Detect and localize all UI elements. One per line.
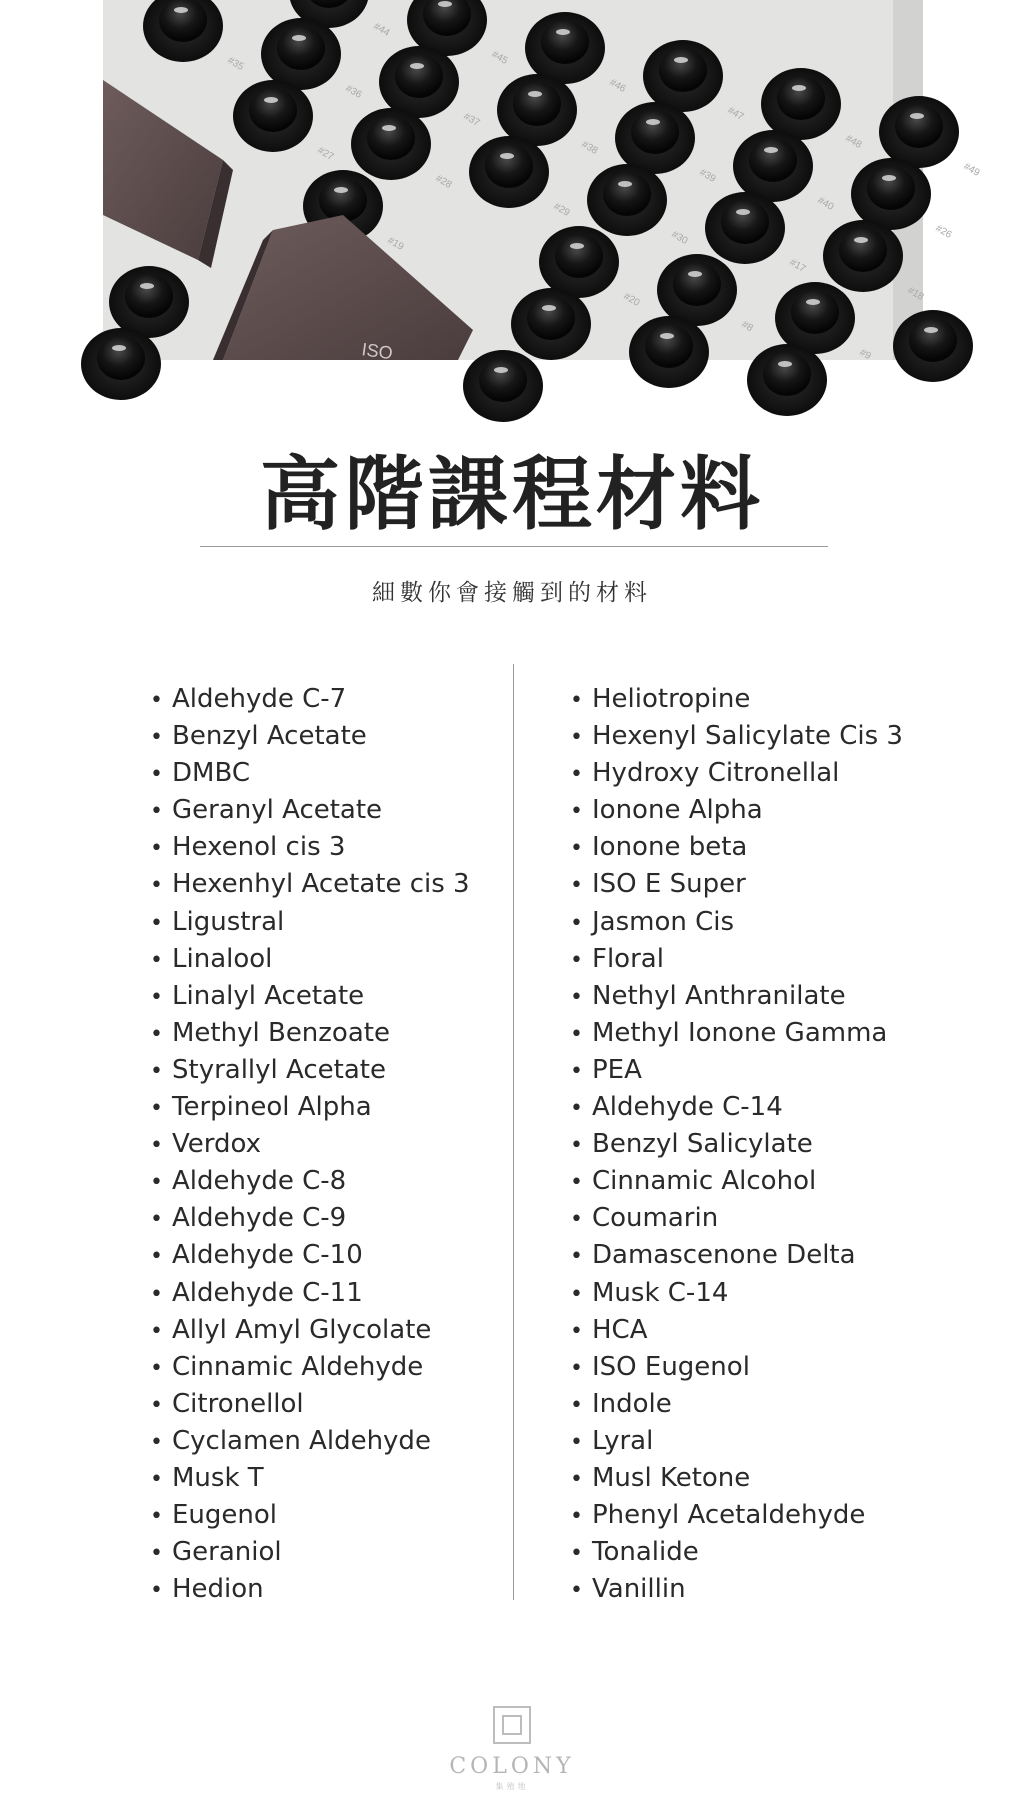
bullet-icon: • <box>570 1355 583 1381</box>
material-item <box>150 866 510 903</box>
material-item <box>150 1534 510 1571</box>
bullet-icon: • <box>150 799 163 825</box>
bottle-cap <box>643 40 723 112</box>
bottle-cap <box>511 288 591 360</box>
bullet-icon: • <box>570 873 583 899</box>
bottle-number-tag: #46 <box>607 77 628 95</box>
material-name: Eugenol <box>172 1500 278 1531</box>
material-name: Tonalide <box>592 1537 699 1568</box>
material-name: Cinnamic Alcohol <box>592 1166 817 1197</box>
material-name: ISO Eugenol <box>592 1351 750 1382</box>
material-item <box>150 904 510 941</box>
bullet-icon: • <box>570 910 583 936</box>
bottle-number-tag: #49 <box>961 161 982 179</box>
material-name: Jasmon Cis <box>592 906 735 937</box>
material-name: Terpineol Alpha <box>172 1092 372 1123</box>
bottle-number-tag: #18 <box>905 285 926 303</box>
bullet-icon: • <box>150 947 163 973</box>
material-item <box>570 1015 970 1052</box>
bullet-icon: • <box>570 1021 583 1047</box>
bottle-cap <box>879 96 959 168</box>
bottle-cap <box>705 192 785 264</box>
material-name: Coumarin <box>592 1203 719 1234</box>
material-item <box>150 1571 510 1608</box>
bullet-icon: • <box>150 1170 163 1196</box>
material-name: ISO E Super <box>592 869 746 900</box>
bottle-cap <box>469 136 549 208</box>
material-item <box>150 792 510 829</box>
bullet-icon: • <box>150 1281 163 1307</box>
bullet-icon: • <box>570 799 583 825</box>
bullet-icon: • <box>150 1504 163 1530</box>
material-name: Linalyl Acetate <box>172 980 365 1011</box>
material-item <box>150 1312 510 1349</box>
material-name: Verdox <box>172 1129 261 1160</box>
bottle-number-tag: #30 <box>669 229 690 247</box>
material-name: Methyl Benzoate <box>172 1017 390 1048</box>
perfume-bottle-tray-image <box>103 0 982 364</box>
material-item <box>570 941 970 978</box>
bullet-icon: • <box>570 688 583 713</box>
bottle-number-tag: #9 <box>857 347 873 363</box>
bullet-icon: • <box>150 725 163 751</box>
bottle-cap <box>761 68 841 140</box>
material-name: Geraniol <box>172 1537 282 1568</box>
bullet-icon: • <box>150 1021 163 1047</box>
bullet-icon: • <box>150 1578 163 1604</box>
bottle-number-tag: #38 <box>579 139 600 157</box>
material-item <box>570 978 970 1015</box>
bottle-number-tag: #17 <box>787 257 808 275</box>
material-item <box>570 1126 970 1163</box>
bottle-number-tag: #35 <box>225 55 246 73</box>
material-name: Nethyl Anthranilate <box>592 980 846 1011</box>
material-item <box>150 681 510 718</box>
bullet-icon: • <box>150 873 163 899</box>
bullet-icon: • <box>570 1207 583 1233</box>
material-item <box>150 718 510 755</box>
bullet-icon: • <box>570 1244 583 1270</box>
bottle-number-tag: #40 <box>815 195 836 213</box>
bottle-cap <box>733 130 813 202</box>
bottle-cap <box>379 46 459 118</box>
brand-subname: 集殖地 <box>495 1782 529 1791</box>
material-name: Musk T <box>172 1462 264 1493</box>
material-name: Hexenol cis 3 <box>172 832 346 863</box>
bottle-number-tag: #29 <box>551 201 572 219</box>
bottle-number-tag: #39 <box>697 167 718 185</box>
bullet-icon: • <box>570 1096 583 1122</box>
material-item <box>150 755 510 792</box>
material-name: Methyl Ionone Gamma <box>592 1017 888 1048</box>
material-item <box>150 1460 510 1497</box>
bottle-number-tag: #28 <box>433 173 454 191</box>
bottle-cap <box>525 12 605 84</box>
material-name: Vanillin <box>592 1574 686 1605</box>
material-name: Hexenhyl Acetate cis 3 <box>172 869 470 900</box>
material-name: HCA <box>592 1314 648 1345</box>
material-item <box>150 1052 510 1089</box>
bullet-icon: • <box>150 1429 163 1455</box>
bullet-icon: • <box>570 762 583 788</box>
bottle-number-tag: #36 <box>343 83 364 101</box>
bottle-number-tag: #44 <box>371 21 392 39</box>
bullet-icon: • <box>150 1133 163 1159</box>
bullet-icon: • <box>150 1207 163 1233</box>
page-subtitle: 細數你會接觸到的材料 <box>372 580 652 606</box>
material-name: Lyral <box>592 1425 654 1456</box>
material-item <box>570 792 970 829</box>
bullet-icon: • <box>570 1429 583 1455</box>
material-item <box>570 1200 970 1237</box>
bottle-cap <box>539 226 619 298</box>
bullet-icon: • <box>570 1281 583 1307</box>
colony-logo-icon <box>493 1706 531 1744</box>
material-name: Linalool <box>172 943 273 974</box>
bullet-icon: • <box>570 1504 583 1530</box>
bottle-number-tag: #19 <box>385 235 406 253</box>
bullet-icon: • <box>150 1096 163 1122</box>
material-item <box>150 1349 510 1386</box>
material-item <box>570 1237 970 1274</box>
material-item <box>570 1534 970 1571</box>
material-item <box>150 978 510 1015</box>
material-name: Benzyl Acetate <box>172 721 367 752</box>
material-name: Floral <box>592 943 664 974</box>
material-name: DMBC <box>172 758 250 789</box>
material-name: Damascenone Delta <box>592 1240 856 1271</box>
hero-photo <box>103 0 982 364</box>
material-item <box>570 1089 970 1126</box>
material-item <box>570 1460 970 1497</box>
material-name: Musk C-14 <box>592 1277 729 1308</box>
material-name: Hydroxy Citronellal <box>592 758 840 789</box>
bullet-icon: • <box>150 836 163 862</box>
material-item <box>570 904 970 941</box>
material-name: Musl Ketone <box>592 1462 751 1493</box>
material-item <box>570 1571 970 1608</box>
material-name: Ionone beta <box>592 832 748 863</box>
material-name: Ionone Alpha <box>592 795 763 826</box>
material-name: Styrallyl Acetate <box>172 1054 386 1085</box>
material-item <box>150 1015 510 1052</box>
material-item <box>570 1386 970 1423</box>
bottle-number-tag: #48 <box>843 133 864 151</box>
bottle-cap <box>893 310 973 382</box>
material-item <box>150 1386 510 1423</box>
bottle-cap <box>657 254 737 326</box>
material-item <box>570 1423 970 1460</box>
bullet-icon: • <box>150 1244 163 1270</box>
bottle-cap <box>823 220 903 292</box>
bullet-icon: • <box>150 762 163 788</box>
bullet-icon: • <box>570 1541 583 1567</box>
bottle-cap <box>851 158 931 230</box>
column-divider <box>513 664 514 1600</box>
box-label: ISO <box>360 339 394 364</box>
material-item <box>150 941 510 978</box>
material-name: Citronellol <box>172 1388 304 1419</box>
material-item <box>150 1126 510 1163</box>
material-item <box>150 829 510 866</box>
material-item <box>570 718 970 755</box>
bullet-icon: • <box>570 1466 583 1492</box>
bottle-number-tag: #37 <box>461 111 482 129</box>
material-item <box>150 1200 510 1237</box>
material-item <box>570 829 970 866</box>
material-item <box>570 681 970 718</box>
bullet-icon: • <box>570 1392 583 1418</box>
material-name: Aldehyde C-8 <box>172 1166 347 1197</box>
bullet-icon: • <box>150 984 163 1010</box>
brand-logo <box>0 1706 1024 1792</box>
material-item <box>150 1423 510 1460</box>
bullet-icon: • <box>150 1355 163 1381</box>
material-item <box>570 1497 970 1534</box>
title-divider <box>200 546 828 547</box>
material-name: Aldehyde C-14 <box>592 1092 783 1123</box>
bottle-cap <box>587 164 667 236</box>
bottle-cap <box>351 108 431 180</box>
bottle-number-tag: #8 <box>739 319 755 335</box>
bullet-icon: • <box>570 1578 583 1604</box>
material-item <box>150 1275 510 1312</box>
material-name: Allyl Amyl Glycolate <box>172 1314 432 1345</box>
bottle-cap <box>747 344 827 416</box>
material-name: Hedion <box>172 1574 264 1605</box>
bullet-icon: • <box>150 910 163 936</box>
bottle-cap <box>109 266 189 338</box>
bottle-cap <box>463 350 543 422</box>
material-name: Heliotropine <box>592 684 751 714</box>
bottle-number-tag: #45 <box>489 49 510 67</box>
bullet-icon: • <box>570 1318 583 1344</box>
material-name: PEA <box>592 1054 642 1085</box>
material-name: Geranyl Acetate <box>172 795 383 826</box>
bottle-cap <box>497 74 577 146</box>
material-name: Aldehyde C-9 <box>172 1203 347 1234</box>
bullet-icon: • <box>150 688 163 713</box>
bullet-icon: • <box>570 725 583 751</box>
material-name: Benzyl Salicylate <box>592 1129 813 1160</box>
material-item <box>570 1312 970 1349</box>
material-name: Aldehyde C-11 <box>172 1277 363 1308</box>
bullet-icon: • <box>570 1058 583 1084</box>
material-item <box>150 1237 510 1274</box>
bullet-icon: • <box>150 1058 163 1084</box>
bullet-icon: • <box>150 1318 163 1344</box>
material-name: Phenyl Acetaldehyde <box>592 1500 866 1531</box>
material-item <box>150 1163 510 1200</box>
brand-name: COLONY <box>449 1754 575 1779</box>
material-name: Cinnamic Aldehyde <box>172 1351 424 1382</box>
bullet-icon: • <box>570 947 583 973</box>
bottle-cap <box>775 282 855 354</box>
material-item <box>570 1275 970 1312</box>
material-name: Indole <box>592 1388 672 1419</box>
material-name: Cyclamen Aldehyde <box>172 1425 431 1456</box>
material-name: Aldehyde C-10 <box>172 1240 363 1271</box>
bullet-icon: • <box>570 1133 583 1159</box>
material-item <box>570 866 970 903</box>
page-title: 高階課程材料 <box>260 448 764 541</box>
material-name: Hexenyl Salicylate Cis 3 <box>592 721 903 752</box>
bullet-icon: • <box>150 1541 163 1567</box>
bottle-cap <box>629 316 709 388</box>
bottle-cap <box>615 102 695 174</box>
bottle-cap <box>233 80 313 152</box>
bullet-icon: • <box>150 1466 163 1492</box>
material-item <box>570 1349 970 1386</box>
bullet-icon: • <box>570 836 583 862</box>
material-item <box>570 755 970 792</box>
material-item <box>150 1497 510 1534</box>
bottle-number-tag: #20 <box>621 291 642 309</box>
bullet-icon: • <box>570 1170 583 1196</box>
material-name: Ligustral <box>172 906 285 937</box>
material-item <box>150 1089 510 1126</box>
material-item <box>570 1052 970 1089</box>
bottle-cap <box>261 18 341 90</box>
bullet-icon: • <box>150 1392 163 1418</box>
material-name: Aldehyde C-7 <box>172 684 347 714</box>
bottle-cap <box>81 328 161 400</box>
materials-list-right <box>570 681 970 1608</box>
bottle-number-tag: #26 <box>933 223 954 241</box>
bullet-icon: • <box>570 984 583 1010</box>
materials-list-left <box>150 681 510 1608</box>
bottle-number-tag: #27 <box>315 145 336 163</box>
bottle-number-tag: #47 <box>725 105 746 123</box>
material-item <box>570 1163 970 1200</box>
